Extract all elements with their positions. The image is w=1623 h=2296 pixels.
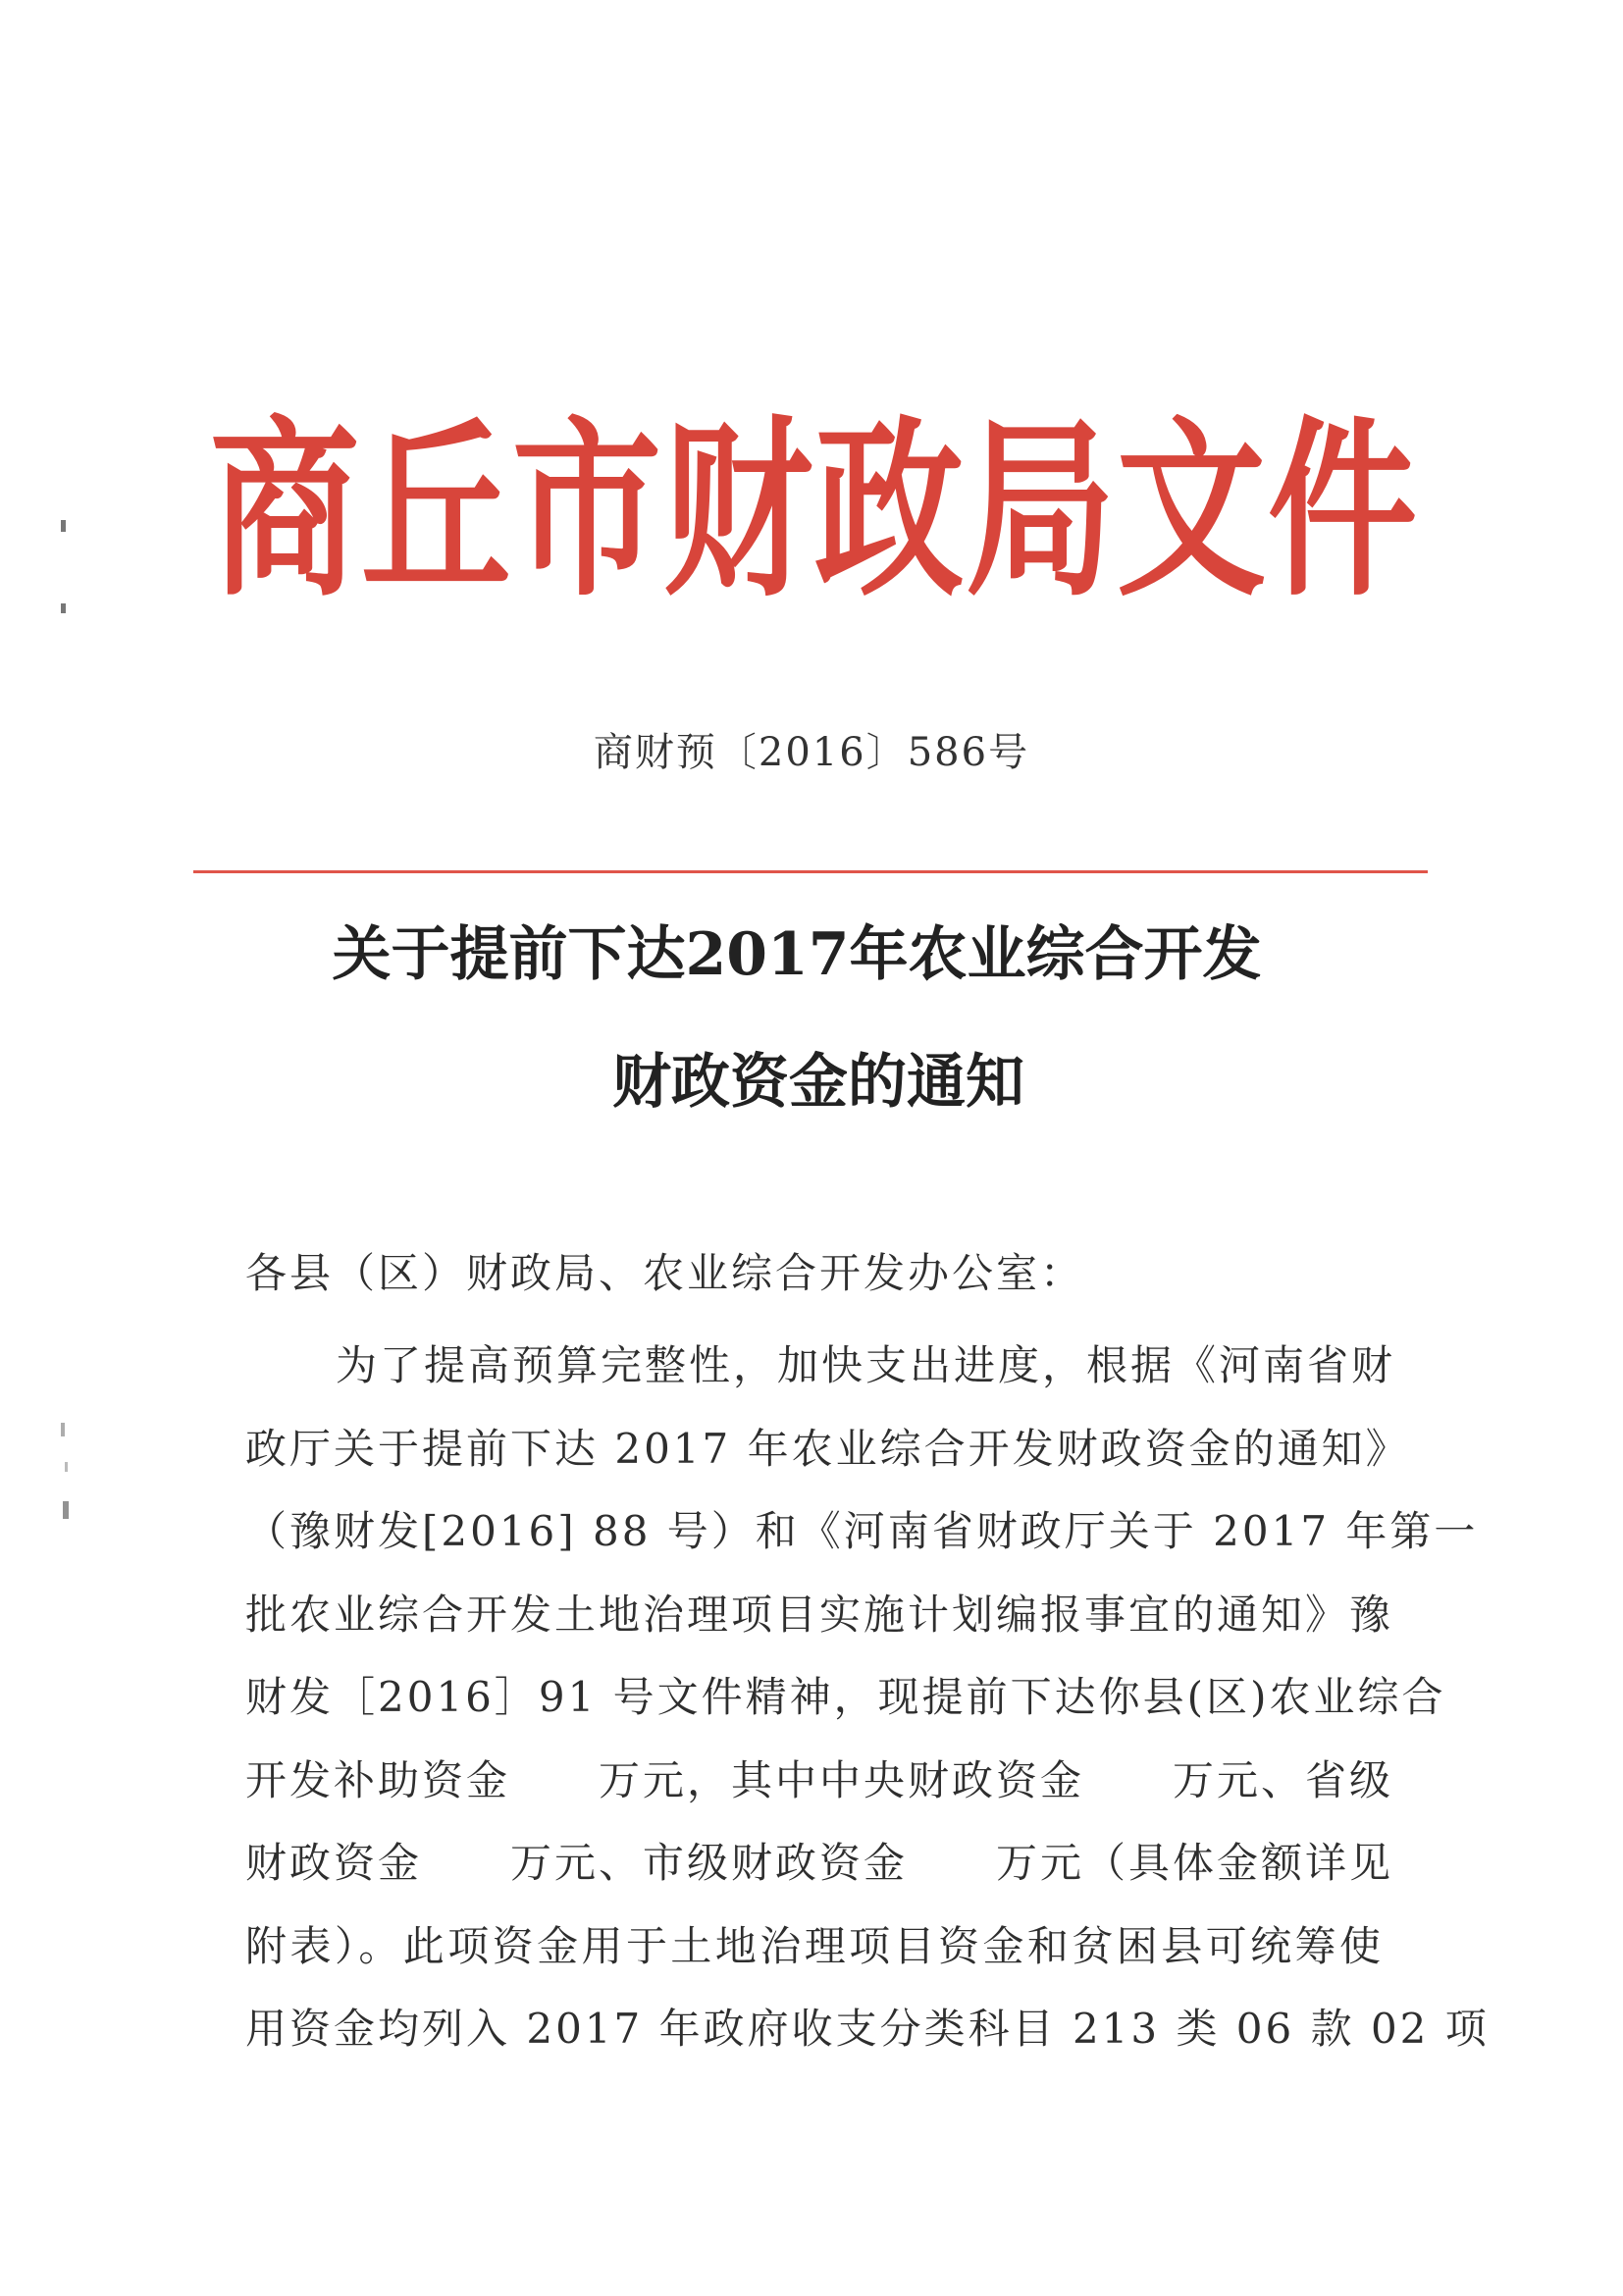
notice-title-line-2: 财政资金的通知 xyxy=(612,1048,1024,1117)
scan-artifact xyxy=(65,1462,68,1472)
body-line: 为了提高预算完整性，加快支出进度，根据《河南省财 xyxy=(336,1341,1396,1389)
body-paragraph xyxy=(245,1325,1490,2071)
scan-artifact xyxy=(61,520,66,532)
body-line: 政厅关于提前下达 2017 年农业综合开发财政资金的通知》 xyxy=(245,1424,1410,1473)
body-line: 财发［2016］91 号文件精神，现提前下达你县(区)农业综合 xyxy=(245,1673,1446,1721)
body-line: 财政资金 万元、市级财政资金 万元（具体金额详见 xyxy=(245,1839,1394,1887)
body-line: 批农业综合开发土地治理项目实施计划编报事宜的通知》豫 xyxy=(245,1590,1394,1639)
body-line: （豫财发[2016] 88 号）和《河南省财政厅关于 2017 年第一 xyxy=(245,1507,1479,1555)
scan-artifact xyxy=(61,603,66,613)
scan-artifact xyxy=(61,1423,65,1436)
scan-artifact xyxy=(63,1501,69,1519)
body-line: 附表）。此项资金用于土地治理项目资金和贫困县可统筹使 xyxy=(245,1921,1384,1970)
issuer-header: 商丘市财政局文件 xyxy=(210,396,1419,622)
salutation: 各县（区）财政局、农业综合开发办公室： xyxy=(245,1249,1085,1297)
document-number: 商财预〔2016〕586号 xyxy=(593,730,1030,775)
body-line: 用资金均列入 2017 年政府收支分类科目 213 类 06 款 02 项 xyxy=(245,2005,1490,2053)
notice-title-line-1: 关于提前下达2017年农业综合开发 xyxy=(332,920,1262,989)
body-line: 开发补助资金 万元，其中中央财政资金 万元、省级 xyxy=(245,1755,1394,1804)
red-divider-line xyxy=(193,870,1428,873)
